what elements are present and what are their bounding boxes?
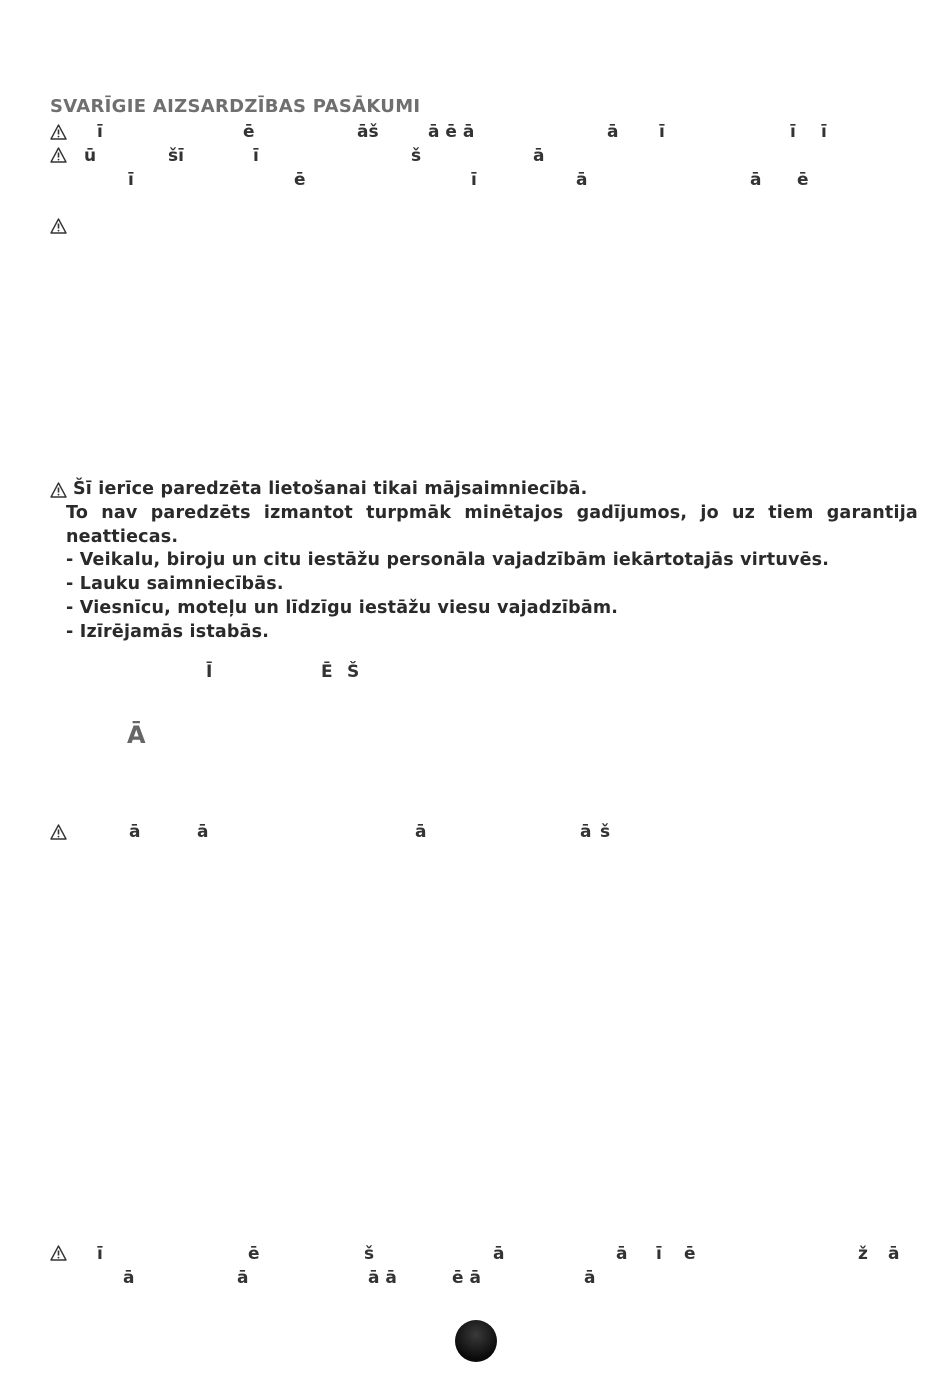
text-fragment: ā: [584, 1268, 596, 1288]
text-fragment: ā: [129, 822, 141, 842]
word: tiem: [768, 502, 814, 523]
text-fragment: ī: [659, 122, 665, 142]
text-fragment: š: [411, 146, 422, 166]
word: nav: [101, 502, 138, 523]
word: jo: [700, 502, 719, 523]
word: paredzēts: [150, 502, 251, 523]
text-fragment: ī: [790, 122, 796, 142]
word: To: [66, 502, 89, 523]
page-marker-dot: [455, 1320, 497, 1362]
warning-triangle-icon: [50, 824, 67, 840]
notice-line-justified: [50, 502, 918, 526]
warning-triangle-icon: [50, 218, 67, 234]
text-fragment: ē: [684, 1244, 696, 1264]
text-fragment: ī: [821, 122, 827, 142]
word: minētajos: [464, 502, 564, 523]
text-fragment: ū: [84, 146, 97, 166]
text-fragment: Ē: [321, 662, 333, 682]
warning-triangle-icon: [50, 124, 67, 140]
text-fragment: ā: [607, 122, 619, 142]
warning-triangle-icon: [50, 147, 67, 163]
text-fragment: Ī: [206, 662, 213, 682]
notice-list-item: - Veikalu, biroju un citu iestāžu personāla vajadzībām iekārtotajās virtuvēs.: [66, 550, 830, 571]
text-fragment: šī: [168, 146, 184, 166]
text-fragment: ē: [248, 1244, 260, 1264]
text-fragment: ē ā: [452, 1268, 481, 1288]
text-fragment: ā: [576, 170, 588, 190]
notice-line: Šī ierīce paredzēta lietošanai tikai mājsaimniecībā.: [73, 479, 588, 499]
text-fragment: ā: [580, 822, 592, 842]
text-fragment: āš: [357, 122, 379, 142]
text-fragment: ī: [253, 146, 259, 166]
notice-list-item: - Izīrējamās istabās.: [66, 621, 270, 642]
text-fragment: ā: [888, 1244, 900, 1264]
text-fragment: ī: [471, 170, 477, 190]
text-fragment: š: [600, 822, 611, 842]
heading-fragment: Ā: [127, 721, 146, 749]
text-fragment: ī: [97, 1244, 103, 1264]
word: gadījumos,: [576, 502, 688, 523]
text-fragment: ā: [533, 146, 545, 166]
warning-triangle-icon: [50, 1245, 67, 1261]
text-fragment: ā: [493, 1244, 505, 1264]
text-fragment: š: [364, 1244, 375, 1264]
text-fragment: ā: [197, 822, 209, 842]
text-fragment: ā: [616, 1244, 628, 1264]
text-fragment: ī: [656, 1244, 662, 1264]
text-fragment: ā: [237, 1268, 249, 1288]
text-fragment: ē: [797, 170, 809, 190]
text-fragment: ā ē ā: [428, 122, 475, 142]
notice-line: neattiecas.: [66, 526, 179, 547]
text-fragment: ā: [123, 1268, 135, 1288]
section-title: SVARĪGIE AIZSARDZĪBAS PASĀKUMI: [50, 96, 421, 117]
text-fragment: ī: [97, 122, 103, 142]
text-fragment: ž: [858, 1244, 868, 1264]
text-fragment: ē: [243, 122, 255, 142]
word: garantija: [826, 502, 918, 523]
word: izmantot: [263, 502, 353, 523]
text-fragment: ā ā: [368, 1268, 397, 1288]
text-fragment: ē: [294, 170, 306, 190]
word: turpmāk: [366, 502, 452, 523]
text-fragment: ā: [750, 170, 762, 190]
notice-list-item: - Viesnīcu, moteļu un līdzīgu iestāžu viesu vajadzībām.: [66, 597, 619, 618]
text-fragment: ā: [415, 822, 427, 842]
text-fragment: Š: [347, 662, 360, 682]
word: uz: [732, 502, 756, 523]
text-fragment: ī: [128, 170, 134, 190]
notice-list-item: - Lauku saimniecībās.: [66, 574, 284, 595]
household-use-notice: [50, 478, 918, 645]
